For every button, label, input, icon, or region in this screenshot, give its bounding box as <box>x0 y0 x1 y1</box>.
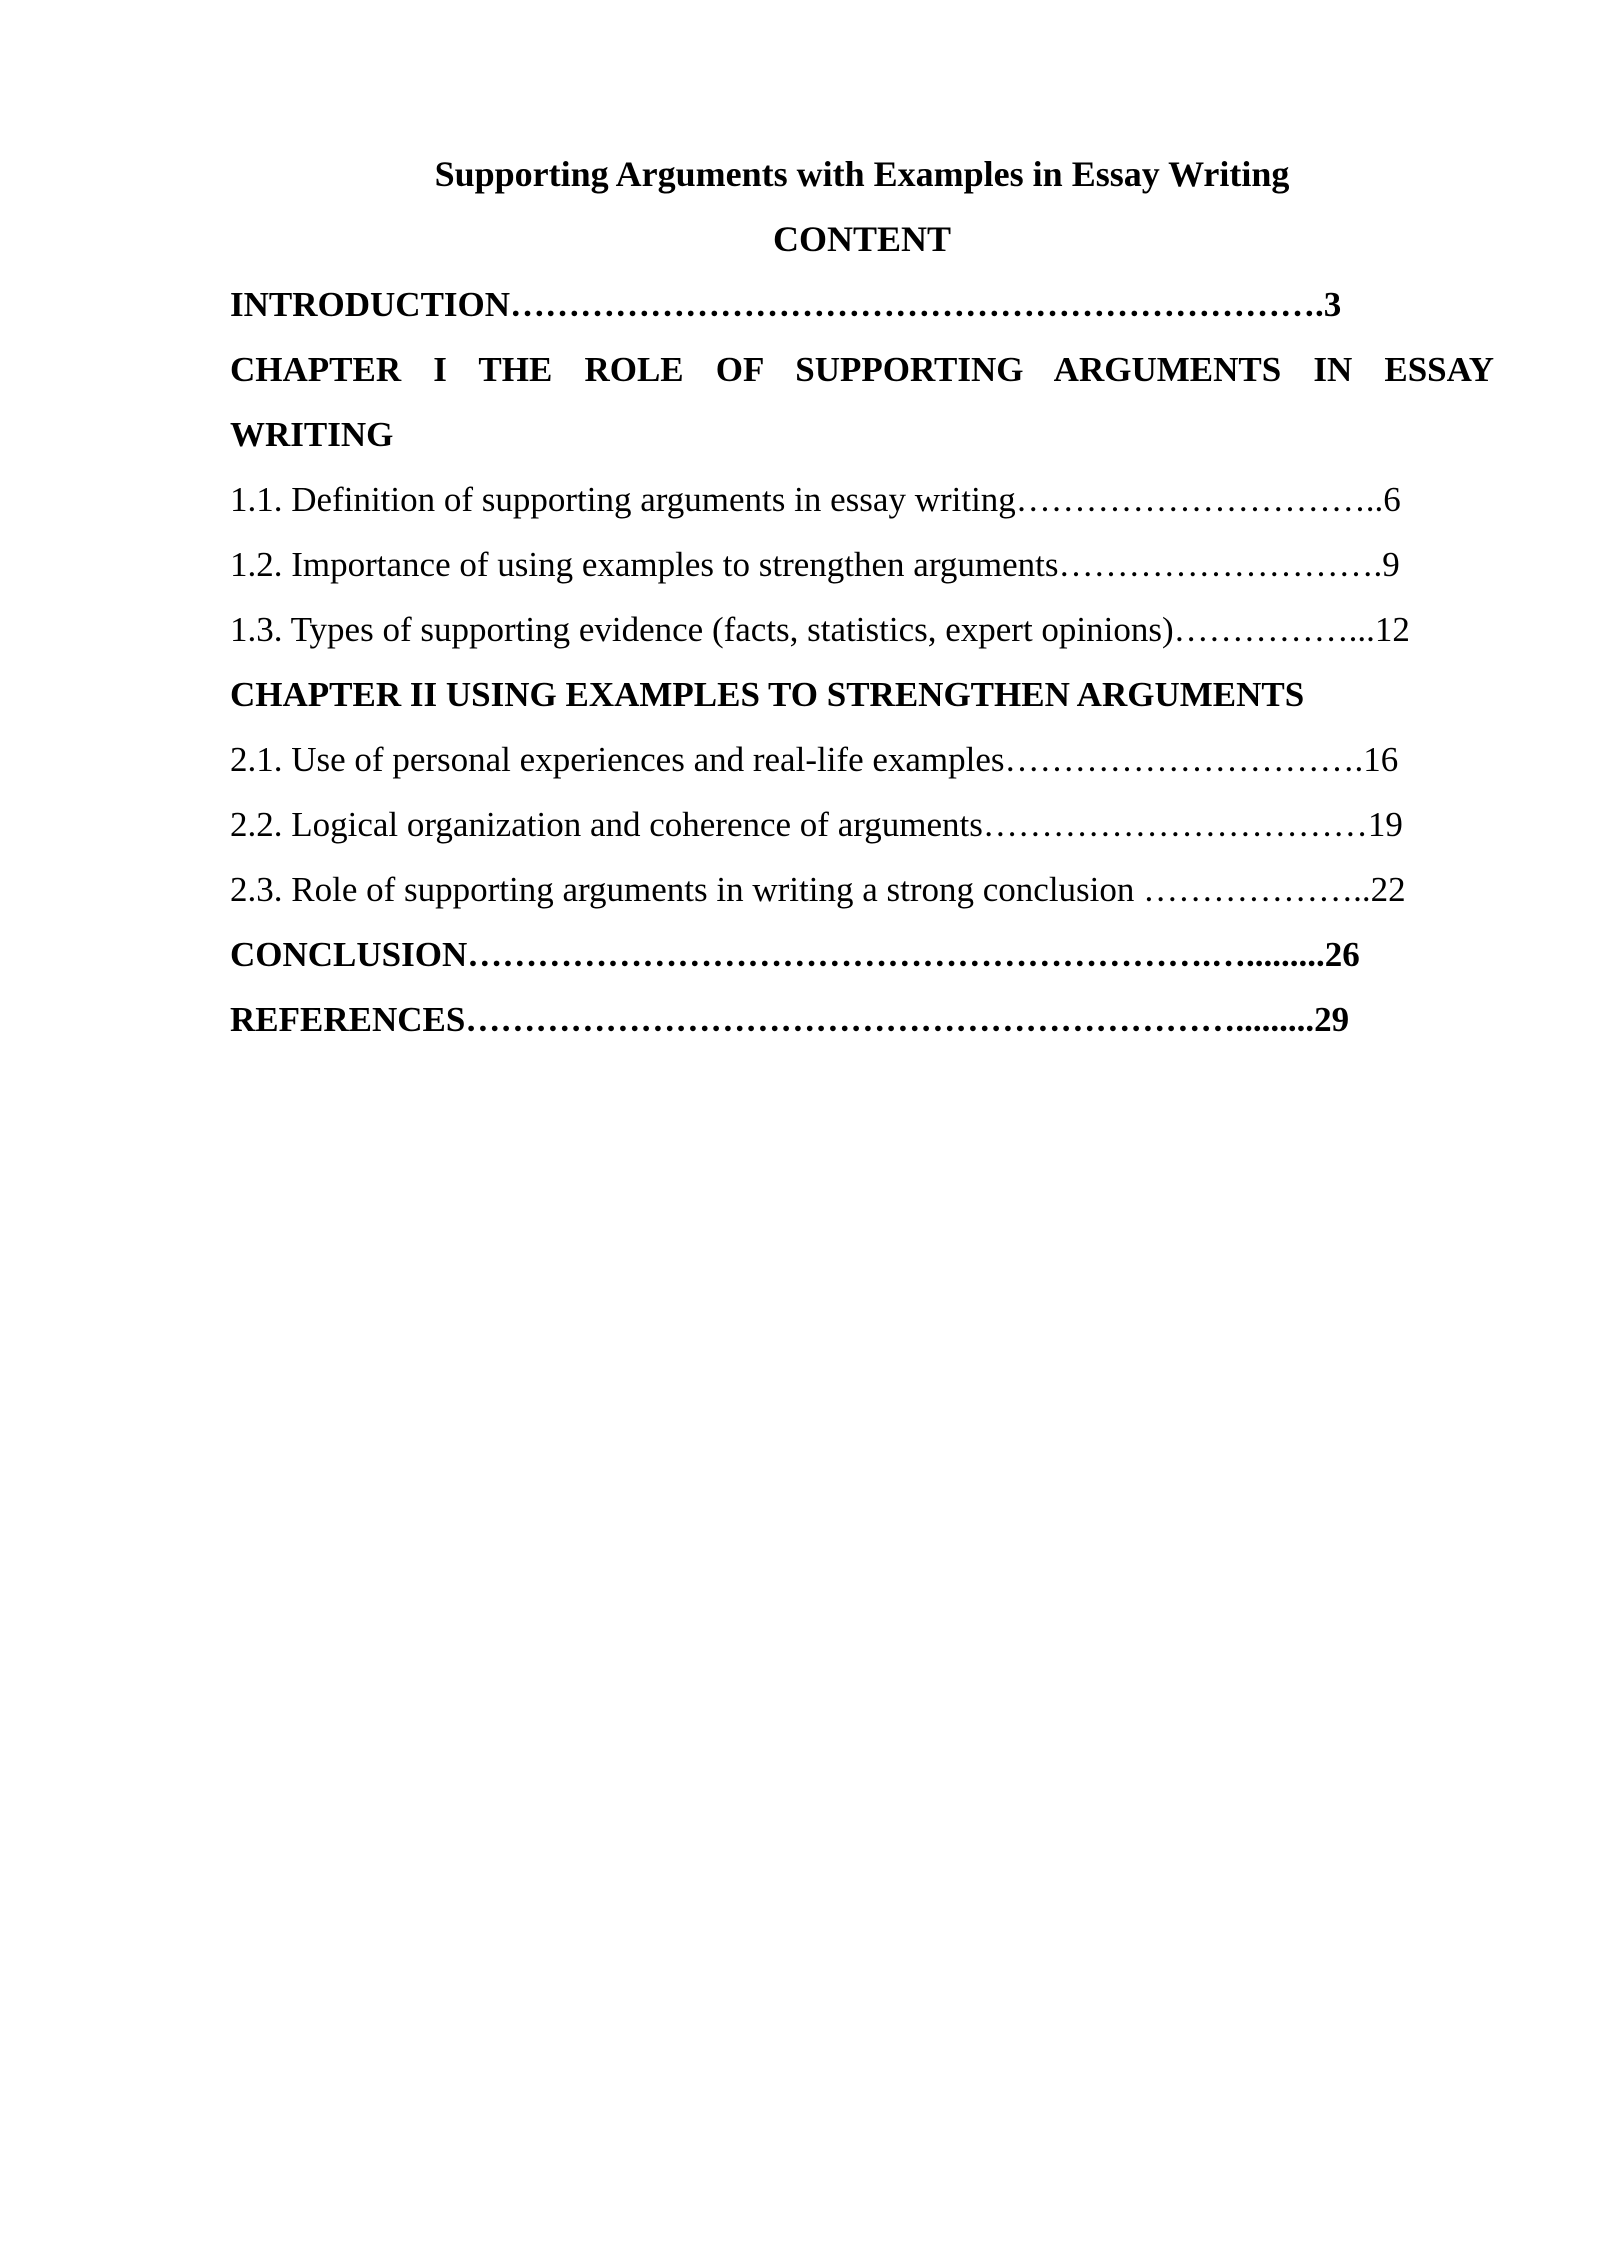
toc-entry-1-3: 1.3. Types of supporting evidence (facts, statistics, expert opinions)……………...12 <box>230 610 1410 649</box>
contents-heading: CONTENT <box>772 219 952 259</box>
toc-chapter-1-heading-continued: WRITING <box>230 415 394 454</box>
toc-entry-1-2: 1.2. Importance of using examples to strengthen arguments……………………….9 <box>230 545 1400 584</box>
toc-entry-1-1: 1.1. Definition of supporting arguments in essay writing…………………………..6 <box>230 480 1401 519</box>
toc-entry-references: REFERENCES………………………………………………………….........29 <box>230 1000 1350 1039</box>
document-title: Supporting Arguments with Examples in Essay Writing <box>434 154 1290 194</box>
toc-entry-introduction: INTRODUCTION…………………………………………………………….3 <box>230 285 1342 324</box>
toc-chapter-2-heading: CHAPTER II USING EXAMPLES TO STRENGTHEN ARGUMENTS <box>230 675 1305 714</box>
toc-entry-2-2: 2.2. Logical organization and coherence of arguments……………………………19 <box>230 805 1403 844</box>
toc-entry-conclusion: CONCLUSION……………………………………………………….….........26 <box>230 935 1360 974</box>
toc-entry-2-1: 2.1. Use of personal experiences and real-life examples………………………….16 <box>230 740 1399 779</box>
toc-entry-2-3: 2.3. Role of supporting arguments in writing a strong conclusion ………………..22 <box>230 870 1406 909</box>
toc-chapter-1-heading: CHAPTER I THE ROLE OF SUPPORTING ARGUMENTS IN ESSAY <box>230 350 1494 389</box>
